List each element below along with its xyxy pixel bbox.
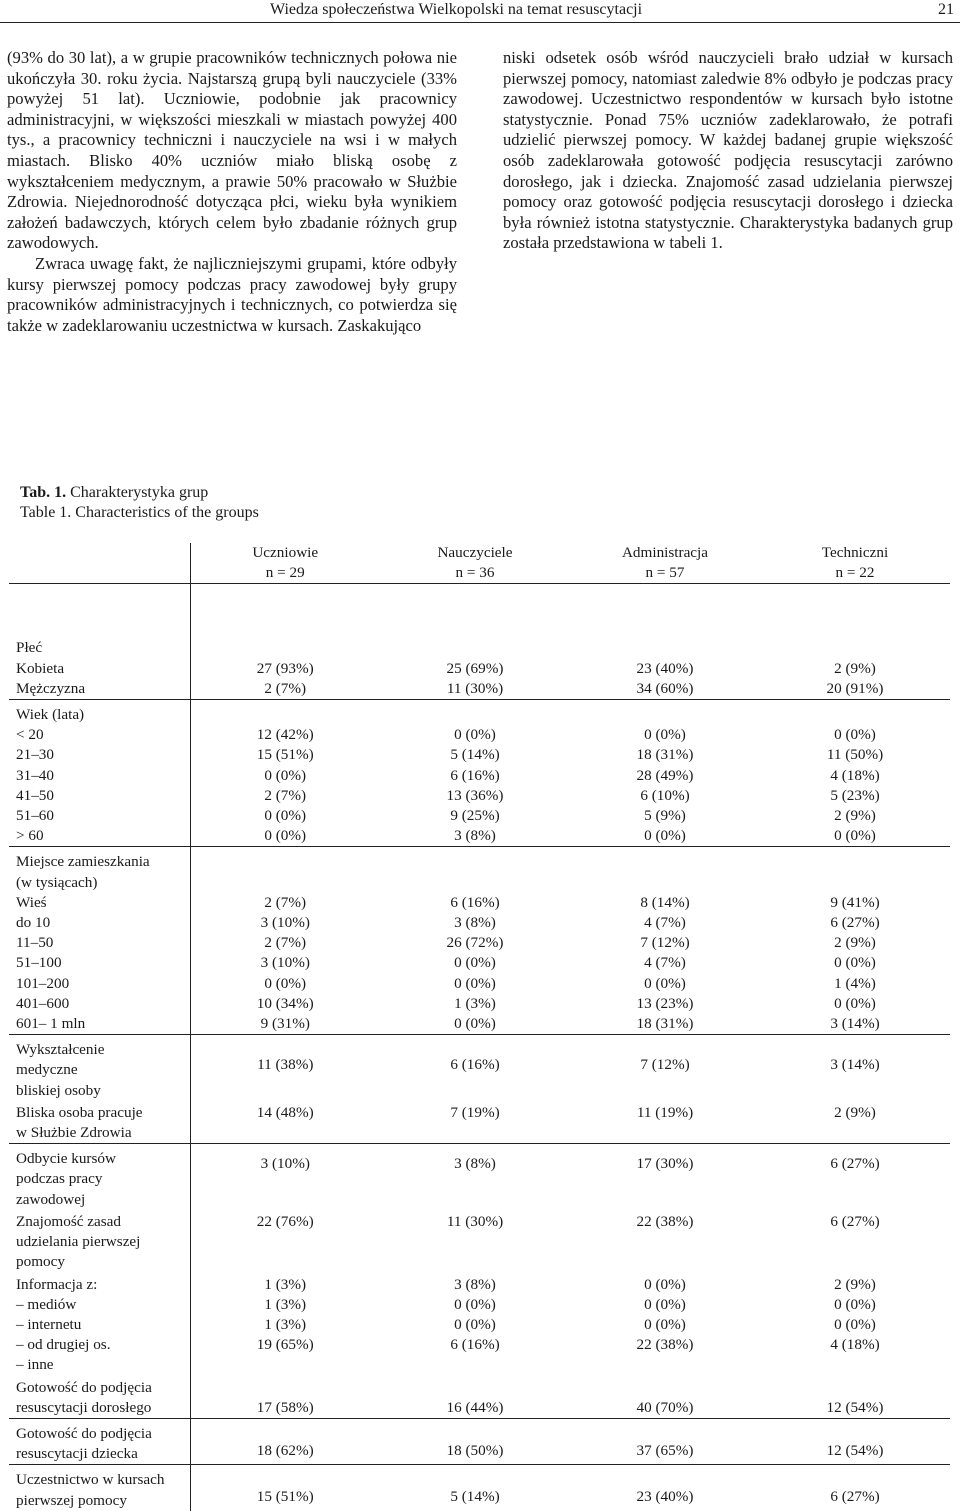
row-label: < 20	[9, 725, 190, 745]
table-cell: 20 (91%)	[826, 679, 884, 697]
table-cell: 6 (27%)	[830, 914, 880, 932]
table-cell: 7 (12%)	[640, 934, 690, 952]
table-cell: 0 (0%)	[454, 1015, 496, 1033]
column-header: Uczniowie n = 29	[252, 544, 319, 582]
row-label: 51–60	[9, 806, 190, 826]
header-blank-cell	[9, 543, 190, 584]
table-cell: 12 (54%)	[826, 1398, 884, 1416]
row-label: Uczestnictwo w kursach pierwszej pomocy	[9, 1465, 190, 1511]
table-cell: 3 (8%)	[380, 1144, 570, 1210]
table-cell: 22 (38%)	[636, 1212, 694, 1230]
table-cell	[570, 700, 760, 726]
table-cell: 9 (41%)	[830, 893, 880, 911]
table-row	[9, 873, 950, 893]
table-cell: 1 (3%)	[264, 1295, 307, 1313]
table-title: Charakterystyka grup	[70, 484, 209, 501]
table-row	[9, 933, 950, 953]
table-cell: 4 (18%)	[830, 766, 880, 784]
table-cell: 37 (65%)	[570, 1418, 760, 1464]
table-cell: 2 (9%)	[834, 1275, 876, 1293]
table-cell: 3 (8%)	[454, 827, 496, 845]
table-caption	[20, 483, 259, 523]
row-label: Wieś	[9, 893, 190, 913]
table-row	[9, 1101, 950, 1144]
paragraph: (93% do 30 lat), a w grupie pracowników technicznych połowa nie ukończyła 30. roku życia. Najstarszą grupą byli nauczyciele (33% powyżej 51 lat). Uczniowie, podobnie jak pracownicy administracyjni, w większości mieszkali w miastach powyżej 400 tys., a pracownicy techniczni i nauczyciele na wsi i w małych miastach. Blisko 40% uczniów miało bliską osobę z wykształceniem medycznym, a prawie 50% pracowało w Służbie Zdrowia. Niejednorodność dotycząca płci, wieku była wynikiem założeń badawczych, których celem było zbadanie różnych grup zawodowych.	[7, 48, 457, 253]
table-cell: 0 (0%)	[644, 1275, 686, 1293]
table-cell: 0 (0%)	[454, 954, 496, 972]
table-cell	[190, 1355, 380, 1375]
table-cell: 2 (7%)	[264, 786, 307, 804]
table-cell	[380, 700, 570, 726]
table-cell: 6 (10%)	[640, 786, 690, 804]
table-cell: 7 (12%)	[570, 1035, 760, 1101]
table-cell: 13 (36%)	[446, 786, 504, 804]
table-cell: 18 (50%)	[380, 1418, 570, 1464]
table-cell: 3 (10%)	[190, 1144, 380, 1210]
table-row	[9, 1210, 950, 1273]
table-cell: 11 (30%)	[446, 679, 504, 697]
table-cell: 2 (9%)	[834, 807, 876, 825]
row-label: 51–100	[9, 953, 190, 973]
characteristics-table	[9, 543, 950, 1511]
table-cell: 0 (0%)	[644, 827, 686, 845]
table-row	[9, 953, 950, 973]
table-row	[9, 1144, 950, 1210]
table-cell	[190, 873, 380, 893]
table-cell: 4 (18%)	[830, 1336, 880, 1354]
table-cell: 0 (0%)	[834, 1295, 876, 1313]
table-row	[9, 659, 950, 679]
table-cell: 2 (7%)	[264, 893, 307, 911]
row-label: Kobieta	[9, 659, 190, 679]
row-label: Wykształcenie medyczne bliskiej osoby	[9, 1035, 190, 1101]
table-title-english: Table 1. Characteristics of the groups	[20, 504, 259, 521]
table-cell: 6 (16%)	[450, 766, 500, 784]
table-cell: 0 (0%)	[644, 1295, 686, 1313]
table-cell: 5 (9%)	[644, 807, 686, 825]
row-label: 21–30	[9, 745, 190, 765]
table-cell	[190, 700, 380, 726]
row-label: 31–40	[9, 766, 190, 786]
row-label: 601– 1 mln	[9, 1014, 190, 1035]
table-cell: 3 (10%)	[260, 954, 310, 972]
table-row	[9, 806, 950, 826]
column-header: Administracja n = 57	[621, 544, 709, 582]
table-cell: 2 (7%)	[264, 934, 307, 952]
table-cell: 1 (3%)	[264, 1275, 307, 1293]
table-cell: 14 (48%)	[256, 1103, 314, 1121]
table-cell: 0 (0%)	[834, 994, 876, 1012]
table-cell: 3 (14%)	[760, 1035, 950, 1101]
table-cell: 3 (10%)	[260, 914, 310, 932]
table-row	[9, 745, 950, 765]
table-label: Tab. 1.	[20, 484, 67, 501]
table-cell: 1 (4%)	[834, 974, 876, 992]
table-row	[9, 1273, 950, 1295]
row-label: Odbycie kursów podczas pracy zawodowej	[9, 1144, 190, 1210]
page-number: 21	[938, 1, 954, 18]
table-cell: 40 (70%)	[636, 1398, 694, 1416]
table-cell: 0 (0%)	[264, 974, 307, 992]
row-label: 41–50	[9, 786, 190, 806]
table-cell: 12 (54%)	[760, 1418, 950, 1464]
table-cell: 2 (9%)	[834, 1103, 876, 1121]
row-label: 11–50	[9, 933, 190, 953]
row-label: Płeć	[9, 584, 190, 659]
table-row	[9, 766, 950, 786]
table-cell: 16 (44%)	[446, 1398, 504, 1416]
table-cell: 22 (38%)	[636, 1336, 694, 1354]
table-row	[9, 913, 950, 933]
table-row	[9, 1295, 950, 1315]
row-label: Informacja z:	[9, 1273, 190, 1295]
table-cell: 4 (7%)	[644, 914, 686, 932]
table-cell: 17 (30%)	[570, 1144, 760, 1210]
table-cell: 11 (38%)	[190, 1035, 380, 1101]
table-cell: 6 (16%)	[380, 1035, 570, 1101]
table-cell: 2 (9%)	[834, 659, 876, 677]
table-row	[9, 1376, 950, 1419]
row-label: – od drugiej os.	[9, 1335, 190, 1355]
paragraph: niski odsetek osób wśród nauczycieli brało udział w kursach pierwszej pomocy, natomiast zaledwie 8% odbyło je podczas pracy zawodowej. Uczestnictwo respondentów w kursach było istotne statystycznie. Ponad 75% uczniów zadeklarowało, że potrafi udzielić pierwszej pomocy. W każdej badanej grupie większość osób zadeklarowała gotowość podjęcia resuscytacji zarówno dorosłego, jak i dziecka. Znajomość zasad udzielania pierwszej pomocy oraz gotowość podjęcia resuscytacji dorosłego i dziecka była również istotna statystycznie. Charakterystyka badanych grup została przedstawiona w tabeli 1.	[503, 48, 953, 253]
table-cell	[190, 584, 380, 659]
table-cell	[380, 1355, 570, 1375]
table-cell: 3 (14%)	[830, 1015, 880, 1033]
table-cell: 23 (40%)	[570, 1465, 760, 1511]
column-header: Nauczyciele n = 36	[437, 544, 513, 582]
table-cell: 0 (0%)	[834, 726, 876, 744]
table-cell	[380, 584, 570, 659]
paragraph: Zwraca uwagę fakt, że najliczniejszymi grupami, które odbyły kursy pierwszej pomocy podczas pracy zawodowej były grupy pracowników administracyjnych i technicznych, co potwierdza się także w zadeklarowaniu uczestnictwa w kursach. Zaskakująco	[7, 253, 457, 335]
table-cell: 2 (7%)	[264, 679, 307, 697]
row-label: – internetu	[9, 1315, 190, 1335]
table-cell: 0 (0%)	[834, 827, 876, 845]
table-row	[9, 679, 950, 700]
table-cell: 0 (0%)	[834, 954, 876, 972]
table-cell: 6 (16%)	[450, 1336, 500, 1354]
row-label: – mediów	[9, 1295, 190, 1315]
table-cell: 0 (0%)	[644, 974, 686, 992]
table-cell: 3 (8%)	[454, 1275, 496, 1293]
table-cell	[760, 847, 950, 873]
table-cell: 9 (25%)	[450, 807, 500, 825]
table-row	[9, 1335, 950, 1355]
row-label: Gotowość do podjęcia resuscytacji dziecka	[9, 1418, 190, 1464]
table-cell	[570, 873, 760, 893]
table-cell: 0 (0%)	[264, 766, 307, 784]
table-cell: 13 (23%)	[636, 994, 694, 1012]
table-row	[9, 893, 950, 913]
table-cell: 9 (31%)	[260, 1015, 310, 1033]
table-cell	[760, 1355, 950, 1375]
table-cell: 0 (0%)	[454, 726, 496, 744]
table-cell: 12 (42%)	[256, 726, 314, 744]
row-label: do 10	[9, 913, 190, 933]
table-cell: 5 (14%)	[450, 746, 500, 764]
table-cell: 0 (0%)	[454, 1315, 496, 1333]
table-cell: 0 (0%)	[834, 1315, 876, 1333]
row-label: Mężczyzna	[9, 679, 190, 700]
table-cell: 15 (51%)	[190, 1465, 380, 1511]
table-cell: 0 (0%)	[454, 1295, 496, 1313]
table-row	[9, 786, 950, 806]
table-cell: 7 (19%)	[450, 1103, 500, 1121]
table-cell	[760, 584, 950, 659]
row-label: Miejsce zamieszkania	[9, 847, 190, 873]
table-cell: 5 (14%)	[380, 1465, 570, 1511]
row-label: Znajomość zasad udzielania pierwszej pomocy	[9, 1210, 190, 1273]
table-header-row	[9, 543, 950, 584]
table-cell: 22 (76%)	[256, 1212, 314, 1230]
table-cell: 3 (8%)	[454, 914, 496, 932]
table-cell: 28 (49%)	[636, 766, 694, 784]
table-cell	[380, 847, 570, 873]
table-cell: 11 (50%)	[826, 746, 884, 764]
table-cell: 15 (51%)	[256, 746, 314, 764]
row-label: > 60	[9, 826, 190, 847]
table-row	[9, 847, 950, 873]
table-cell	[570, 584, 760, 659]
row-label: 401–600	[9, 994, 190, 1014]
table-row	[9, 700, 950, 726]
left-column	[7, 48, 457, 336]
row-label: (w tysiącach)	[9, 873, 190, 893]
running-header	[0, 0, 960, 23]
table-cell: 0 (0%)	[264, 827, 307, 845]
table-cell: 1 (3%)	[454, 994, 496, 1012]
table-cell: 8 (14%)	[640, 893, 690, 911]
table-cell	[570, 1355, 760, 1375]
table-cell	[380, 873, 570, 893]
table-cell: 2 (9%)	[834, 934, 876, 952]
table-cell: 27 (93%)	[256, 659, 314, 677]
table-cell: 19 (65%)	[256, 1336, 314, 1354]
row-label: Wiek (lata)	[9, 700, 190, 726]
table-cell: 1 (3%)	[264, 1315, 307, 1333]
table-cell: 17 (58%)	[256, 1398, 314, 1416]
table-cell: 23 (40%)	[636, 659, 694, 677]
table-cell: 6 (27%)	[760, 1465, 950, 1511]
table-row	[9, 725, 950, 745]
row-label: Bliska osoba pracuje w Służbie Zdrowia	[9, 1101, 190, 1144]
row-label: 101–200	[9, 974, 190, 994]
table-cell: 11 (19%)	[636, 1103, 694, 1121]
table-cell	[190, 847, 380, 873]
table-row	[9, 1418, 950, 1464]
row-label: Gotowość do podjęcia resuscytacji dorosłego	[9, 1376, 190, 1419]
table-row	[9, 1355, 950, 1375]
table-cell	[760, 700, 950, 726]
table-cell: 34 (60%)	[636, 679, 694, 697]
table-cell: 10 (34%)	[256, 994, 314, 1012]
table-cell: 0 (0%)	[644, 1315, 686, 1333]
table-cell: 18 (31%)	[636, 1015, 694, 1033]
table-row	[9, 994, 950, 1014]
table-cell: 18 (31%)	[636, 746, 694, 764]
table-row	[9, 974, 950, 994]
table-cell: 25 (69%)	[446, 659, 504, 677]
table-cell: 0 (0%)	[264, 807, 307, 825]
column-header: Techniczni n = 22	[821, 544, 889, 582]
table-cell: 18 (62%)	[190, 1418, 380, 1464]
running-title: Wiedza społeczeństwa Wielkopolski na temat resuscytacji	[270, 1, 643, 18]
table-row	[9, 1315, 950, 1335]
table-cell: 0 (0%)	[454, 974, 496, 992]
table-cell: 5 (23%)	[830, 786, 880, 804]
table-cell: 0 (0%)	[644, 726, 686, 744]
table-row	[9, 1014, 950, 1035]
table-cell: 4 (7%)	[644, 954, 686, 972]
table-cell	[570, 847, 760, 873]
table-row	[9, 1035, 950, 1101]
table-cell: 6 (27%)	[760, 1144, 950, 1210]
table-cell: 6 (27%)	[830, 1212, 880, 1230]
row-label: – inne	[9, 1355, 190, 1375]
table-cell: 6 (16%)	[450, 893, 500, 911]
table-row	[9, 826, 950, 847]
table-cell: 26 (72%)	[446, 934, 504, 952]
right-column	[503, 48, 953, 254]
table-cell: 11 (30%)	[446, 1212, 504, 1230]
table-row	[9, 584, 950, 659]
table-body	[9, 584, 950, 1511]
table-cell	[760, 873, 950, 893]
